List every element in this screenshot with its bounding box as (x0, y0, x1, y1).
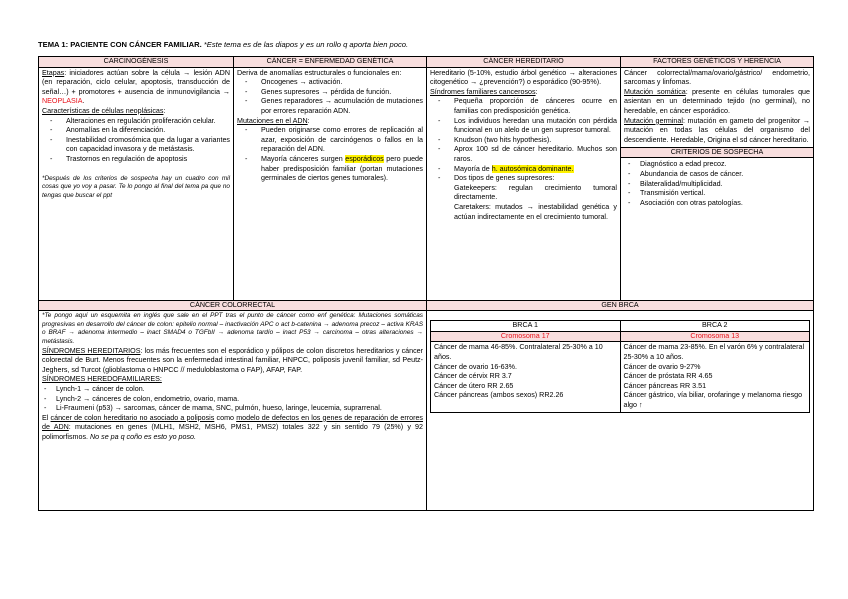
etapas-paragraph (42, 69, 230, 107)
brca1-details (431, 342, 621, 412)
sindromes-colon: : (535, 87, 538, 96)
etapas-label: Etapas (42, 68, 65, 77)
somatica-label: Mutación somática (624, 87, 686, 96)
list-item: - Inestabilidad cromosómica que da lugar a variantes con capacidad invasora y de metástasis. (42, 136, 230, 155)
list-item: - Lynch-1 → cáncer de colon. (42, 385, 423, 395)
hnpcc-u1: cáncer de colon hereditario no asociado a poliposis (50, 413, 215, 422)
sindromes-hereditarios (42, 347, 423, 376)
list-item: - Diagnóstico a edad precoz. (624, 160, 810, 170)
carcinogenesis-note: *Después de los criterios de sospecha hay un cuadro con mil cosas que yo voy a pasar. Te lo pongo al final del tema pa que no tengas que buscar el ppt (42, 174, 230, 199)
carcinogenesis-cell (39, 67, 234, 300)
list-item: - Anomalías en la diferenciación. (42, 126, 230, 136)
header-carcinogenesis: CARCINOGÉNESIS (39, 57, 234, 68)
germinal-text: : mutación en gameto del progenitor → mutación en todas las células del organismo del descendiente. Heredable, Origina el sd cáncer hereditario. (624, 116, 811, 144)
mayoria-pre: Mayoría cánceres surgen (261, 154, 346, 163)
cancer-her-cell (427, 67, 621, 300)
list-item: - Bilateralidad/multiplicidad. (624, 180, 810, 190)
hnpcc-text: : mutaciones en genes (MLH1, MSH2, MSH6, PMS1, PMS2) totales 322 y sin sentido 79 (25%) y 92 polimorfismos. (42, 423, 423, 441)
list-item: - Knudson (two hits hypothesis). (430, 136, 617, 146)
sindromes-heading (430, 88, 617, 98)
list-item: - Pequeña proporción de cánceres ocurre en familias con predisposición genética. (430, 97, 617, 116)
brca1-line: Cáncer de ovario 16-63%. (434, 362, 517, 371)
caracteristicas-heading (42, 107, 230, 117)
factores-intro: Cáncer colorrectal/mama/ovario/gástrico/ endometrio, sarcomas y linfomas. (624, 68, 810, 87)
header-criterios: CRITERIOS DE SOSPECHA (621, 147, 813, 158)
mayoria-her-pre: Mayoría de (454, 164, 492, 173)
brca1-line: Cáncer de mama 46-85%. Contralateral 25-30% a 10 años. (434, 343, 603, 361)
cancer-enf-cell (234, 67, 427, 300)
gatekeepers-text: Gatekeepers: regulan crecimiento tumoral directamente. (454, 183, 617, 202)
brca2-line: Cáncer gástrico, vía biliar, orofaringe y melanoma riesgo algo ↑ (623, 391, 803, 409)
list-item: - Los individuos heredan una mutación con pérdida funcional en un alelo de un gen supresor tumoral. (430, 117, 617, 136)
heredofamiliares-list (42, 385, 423, 414)
list-item: - Asociación con otras patologías. (624, 199, 810, 209)
hnpcc-u2: modelo de defectos en los genes de reparación de errores de ADN (42, 413, 424, 432)
list-item: - Dos tipos de genes supresores: (430, 174, 617, 184)
sindromes-hereditarios-label: SÍNDROMES HEREDITARIOS (42, 346, 141, 355)
hnpcc-paragraph (42, 414, 423, 443)
mutaciones-label: Mutaciones en el ADN (237, 116, 308, 125)
summary-table (38, 56, 814, 511)
brca2-line: Cáncer de ovario 9-27% (623, 362, 701, 371)
cancer-enf-intro: Deriva de anomalías estructurales o funcionales en: (237, 68, 402, 77)
document-title (38, 40, 408, 49)
brca2-chromosome: Cromosoma 13 (620, 331, 810, 342)
neoplasia-tail: . (82, 97, 85, 106)
header-colorrectal: CÁNCER COLORRECTAL (39, 300, 427, 311)
caracteristicas-list (42, 117, 230, 165)
germinal-label: Mutación germinal (624, 116, 683, 125)
list-item: - Lynch-2 → cánceres de colon, endometrio, ovario, mama. (42, 395, 423, 405)
list-item (237, 155, 423, 184)
header-factores: FACTORES GENÉTICOS Y HERENCIA (621, 57, 814, 68)
header-brca: GEN BRCA (427, 300, 814, 311)
mutaciones-list (237, 126, 423, 184)
hnpcc-pre: El (42, 413, 51, 422)
cancer-her-intro: Hereditario (5-10%, estudio árbol genético → alteraciones citogenético → ¿prevención?) o esporádico (90-95%). (430, 68, 617, 87)
caracteristicas-label: Características de células neoplásicas (42, 106, 164, 115)
hnpcc-italic: No se pa q coño es esto yo poso. (90, 432, 197, 441)
brca1-title: BRCA 1 (431, 321, 621, 332)
list-item: - Trastornos en regulación de apoptosis (42, 155, 230, 165)
germinal-paragraph (624, 117, 810, 146)
brca2-line: Cáncer de mama 23-85%. En el varón 6% y contralateral 25-30% a 10 años. (623, 343, 805, 361)
esporadicos-highlight: esporádicos (345, 154, 384, 163)
sindromes-hereditarios-text: : los más frecuentes son el esporádico y pólipos de colon discretos hereditarios y cáncer colorectal de Burt. Menos frecuentes son la enfermedad intestinal familiar, HNPCC, poliposis juvenil familiar, sd Peutz-Jeghers, sd Turcot (glioblastoma o HNPCC // meduloblastoma o FAP), AFAP, FAP. (42, 346, 424, 374)
brca2-title: BRCA 2 (620, 321, 810, 332)
brca1-line: Cáncer páncreas (ambos sexos) RR2.26 (434, 391, 564, 400)
cancer-enf-list (237, 78, 423, 116)
factores-cell (621, 67, 814, 300)
heredofamiliares-heading: SÍNDROMES HEREDOFAMILIARES: (42, 375, 162, 384)
colorrectal-cell (39, 311, 427, 511)
list-item: - Li-Fraumeni (p53) → sarcomas, cáncer de mama, SNC, pulmón, hueso, laringe, leucemia, suprarrenal. (42, 404, 423, 414)
brca-cell (427, 311, 814, 511)
etapas-text: : iniciadores actúan sobre la célula → lesión ADN (en reparación, ciclo celular, apoptosis, transducción de señal…) + promotores + ausencia de inmunovigilancia → (42, 68, 230, 96)
hnpcc-mid: como (214, 413, 237, 422)
list-item (430, 165, 617, 175)
sindromes-label: Síndromes familiares cancerosos (430, 87, 536, 96)
colorrectal-note: *Te pongo aquí un esquemita en inglés que sale en el PPT tras el punto de cáncer como enf genética: Mutaciones somáticas progresivas en desarrollo del cáncer de colon: epitelio normal – inactivación APC o act b-catenina → adenoma precoz – activa KRAS o BRAF → adenoma intermedio – inact SMAD4 o TGFbII → adenoma tardío – inact P53 → carcinoma – otras alteraciones → metástasis. (42, 312, 423, 345)
somatica-paragraph (624, 88, 810, 117)
sindromes-list (430, 97, 617, 183)
somatica-text: : presente en células tumorales que asientan en un determinado tejido (no germinal), no heredable, en cáncer esporádico. (624, 87, 810, 115)
brca1-line: Cáncer de cérvix RR 3.7 (434, 372, 512, 381)
criterios-list (624, 160, 810, 208)
brca1-chromosome: Cromosoma 17 (431, 331, 621, 342)
caracteristicas-colon: : (163, 106, 166, 115)
list-item: - Genes supresores → pérdida de función. (237, 88, 423, 98)
list-item: - Pueden originarse como errores de replicación al azar, exposición de carcinógenos o fallos en la reparación del ADN. (237, 126, 423, 155)
list-item: - Abundancia de casos de cáncer. (624, 170, 810, 180)
list-item: - Aprox 100 sd de cáncer hereditario. Muchos son raros. (430, 145, 617, 164)
mutaciones-heading (237, 117, 423, 127)
autosomica-highlight: h. autosómica dominante. (491, 164, 574, 173)
brca1-line: Cáncer de útero RR 2.65 (434, 381, 514, 390)
brca2-line: Cáncer páncreas RR 3.51 (623, 381, 707, 390)
brca2-details (620, 342, 810, 412)
title-bold: TEMA 1: PACIENTE CON CÁNCER FAMILIAR. (38, 40, 202, 49)
list-item: - Transmisión vertical. (624, 189, 810, 199)
neoplasia-text: NEOPLASIA (42, 97, 83, 106)
brca2-line: Cáncer de próstata RR 4.65 (623, 372, 713, 381)
title-note: *Este tema es de las diapos y es un rollo q aporta bien poco. (201, 40, 409, 49)
header-cancer-hereditario: CÁNCER HEREDITARIO (427, 57, 621, 68)
brca-table (430, 320, 810, 412)
caretakers-text: Caretakers: mutados → inestabilidad genética y actúan indirectamente en el crecimiento tumoral. (454, 202, 617, 221)
list-item: - Genes reparadores → acumulación de mutaciones por errores reparación ADN. (237, 97, 423, 116)
list-item: - Oncogenes → activación. (237, 78, 423, 88)
mutaciones-colon: : (307, 116, 310, 125)
list-item: - Alteraciones en regulación proliferación celular. (42, 117, 230, 127)
header-cancer-enfermedad: CÁNCER = ENFERMEDAD GENÉTICA (234, 57, 427, 68)
mayoria-post: pero puede haber predisposición familiar (portan mutaciones germinales de ciertos genes tumorales). (261, 154, 423, 183)
